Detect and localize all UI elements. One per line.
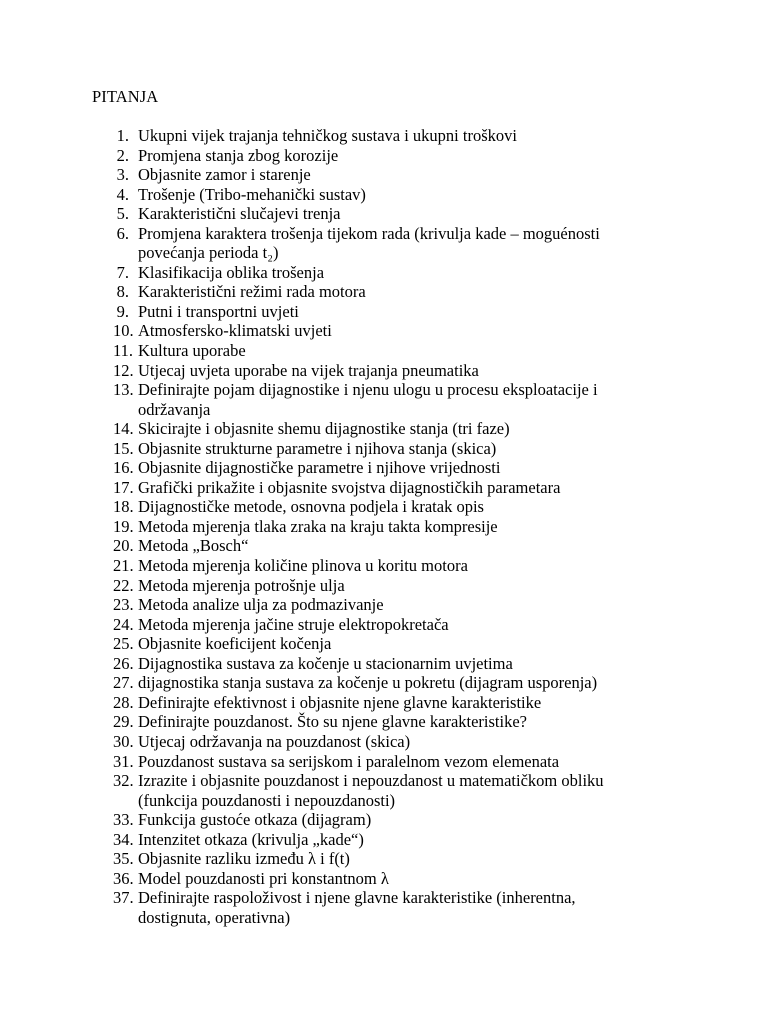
question-number: 19. (113, 516, 134, 536)
question-text: Metoda mjerenja potrošnje ulja (138, 575, 345, 595)
question-number: 25. (113, 634, 134, 654)
question-text: Definirajte pouzdanost. Što su njene glavne karakteristike? (138, 712, 527, 732)
question-item (0, 771, 768, 810)
question-number: 12. (113, 360, 134, 380)
question-item (0, 810, 768, 830)
question-number: 5. (116, 204, 129, 224)
question-number: 15. (113, 438, 134, 458)
question-item (0, 752, 768, 772)
question-text: Ukupni vijek trajanja tehničkog sustava i ukupni troškovi (138, 126, 517, 145)
question-number: 37. (113, 888, 134, 908)
question-text: Metoda mjerenja količine plinova u koritu motora (138, 556, 468, 576)
question-item (0, 712, 768, 732)
question-number: 28. (113, 692, 134, 712)
question-number: 6. (116, 223, 129, 243)
question-text: Dijagnostičke metode, osnovna podjela i kratak opis (138, 497, 484, 517)
document-title: PITANJA (92, 87, 159, 106)
question-text: Objasnite dijagnostičke parametre i njihove vrijednosti (138, 458, 501, 478)
question-text-continuation: dostignuta, operativna) (138, 907, 291, 927)
question-text: Utjecaj uvjeta uporabe na vijek trajanja pneumatika (138, 360, 479, 380)
question-text: Promjena stanja zbog korozije (138, 145, 339, 165)
question-text: dijagnostika stanja sustava za kočenje u pokretu (dijagram usporenja) (138, 673, 598, 693)
question-number: 29. (113, 712, 134, 732)
question-item (0, 146, 768, 166)
question-text: Putni i transportni uvjeti (138, 301, 299, 321)
question-item (0, 302, 768, 322)
question-text: Definirajte efektivnost i objasnite njene glavne karakteristike (138, 692, 542, 712)
question-item (0, 165, 768, 185)
question-text: Definirajte raspoloživost i njene glavne karakteristike (inherentna, (138, 888, 576, 908)
question-number: 16. (113, 458, 134, 478)
question-text: Objasnite strukturne parametre i njihova stanja (skica) (138, 438, 497, 458)
question-number: 30. (113, 731, 134, 751)
question-number: 8. (116, 282, 129, 302)
question-item (0, 204, 768, 224)
question-number: 1. (116, 126, 129, 145)
question-text: Trošenje (Tribo-mehanički sustav) (138, 184, 366, 204)
question-item (0, 732, 768, 752)
question-text: Objasnite koeficijent kočenja (138, 634, 332, 654)
question-number: 17. (113, 477, 134, 497)
question-number: 26. (113, 653, 134, 673)
question-item (0, 224, 768, 263)
question-item (0, 576, 768, 596)
question-text: Intenzitet otkaza (krivulja „kade“) (138, 829, 364, 849)
question-item (0, 419, 768, 439)
question-text: Karakteristični režimi rada motora (138, 282, 366, 302)
question-text: Pouzdanost sustava sa serijskom i paralelnom vezom elemenata (138, 751, 560, 771)
question-number: 18. (113, 497, 134, 517)
question-text: Metoda mjerenja jačine struje elektropokretača (138, 614, 449, 634)
question-item (0, 478, 768, 498)
question-number: 9. (116, 301, 129, 321)
question-text: Izrazite i objasnite pouzdanost i nepouzdanost u matematičkom obliku (138, 771, 604, 791)
question-text: Objasnite zamor i starenje (138, 165, 311, 185)
question-item (0, 556, 768, 576)
question-number: 23. (113, 595, 134, 615)
question-item (0, 380, 768, 419)
question-text: Funkcija gustoće otkaza (dijagram) (138, 810, 372, 830)
question-text: Metoda „Bosch“ (138, 536, 249, 556)
question-number: 33. (113, 810, 134, 830)
question-text: Grafički prikažite i objasnite svojstva dijagnostičkih parametara (138, 477, 561, 497)
question-item (0, 595, 768, 615)
question-item (0, 263, 768, 283)
question-text: Atmosfersko-klimatski uvjeti (138, 321, 332, 341)
question-item (0, 693, 768, 713)
question-item (0, 634, 768, 654)
question-number: 11. (113, 341, 134, 361)
question-number: 14. (113, 419, 134, 439)
question-item (0, 615, 768, 635)
question-number: 21. (113, 556, 134, 576)
question-text: Karakteristični slučajevi trenja (138, 204, 341, 224)
question-item (0, 439, 768, 459)
question-number: 22. (113, 575, 134, 595)
question-number: 10. (113, 321, 134, 341)
question-number: 13. (113, 380, 134, 400)
question-item (0, 673, 768, 693)
question-number: 32. (113, 771, 134, 791)
question-item (0, 830, 768, 850)
question-text: Promjena karaktera trošenja tijekom rada (krivulja kade – moguénosti (138, 223, 600, 243)
question-text: Objasnite razliku između λ i f(t) (138, 849, 350, 869)
question-text-continuation: održavanja (138, 399, 211, 419)
question-item (0, 497, 768, 517)
question-item (0, 654, 768, 674)
question-text: Utjecaj održavanja na pouzdanost (skica) (138, 731, 411, 751)
question-text: Kultura uporabe (138, 341, 246, 361)
question-number: 34. (113, 829, 134, 849)
question-number: 31. (113, 751, 134, 771)
question-number: 35. (113, 849, 134, 869)
question-text: Model pouzdanosti pri konstantnom λ (138, 868, 389, 888)
question-text: Skicirajte i objasnite shemu dijagnostike stanja (tri faze) (138, 419, 510, 439)
question-number: 27. (113, 673, 134, 693)
question-item (0, 869, 768, 889)
question-item (0, 517, 768, 537)
question-number: 4. (116, 184, 129, 204)
question-item (0, 458, 768, 478)
question-number: 3. (116, 165, 129, 185)
question-item (0, 185, 768, 205)
question-text: Dijagnostika sustava za kočenje u stacionarnim uvjetima (138, 653, 513, 673)
question-item (0, 321, 768, 341)
question-text: Klasifikacija oblika trošenja (138, 262, 325, 282)
question-item (0, 888, 768, 927)
question-text-continuation: povećanja perioda t₂) (138, 243, 279, 263)
question-item (0, 536, 768, 556)
question-number: 36. (113, 868, 134, 888)
question-item (0, 126, 768, 146)
question-text-continuation: (funkcija pouzdanosti i nepouzdanosti) (138, 790, 396, 810)
question-item (0, 341, 768, 361)
question-text: Metoda analize ulja za podmazivanje (138, 595, 384, 615)
question-item (0, 849, 768, 869)
question-number: 20. (113, 536, 134, 556)
question-number: 24. (113, 614, 134, 634)
question-item (0, 361, 768, 381)
question-number: 7. (116, 262, 129, 282)
question-number: 2. (116, 145, 129, 165)
question-list (0, 126, 768, 927)
question-text: Metoda mjerenja tlaka zraka na kraju takta kompresije (138, 516, 498, 536)
question-text: Definirajte pojam dijagnostike i njenu ulogu u procesu eksploatacije i (138, 380, 598, 400)
question-item (0, 282, 768, 302)
